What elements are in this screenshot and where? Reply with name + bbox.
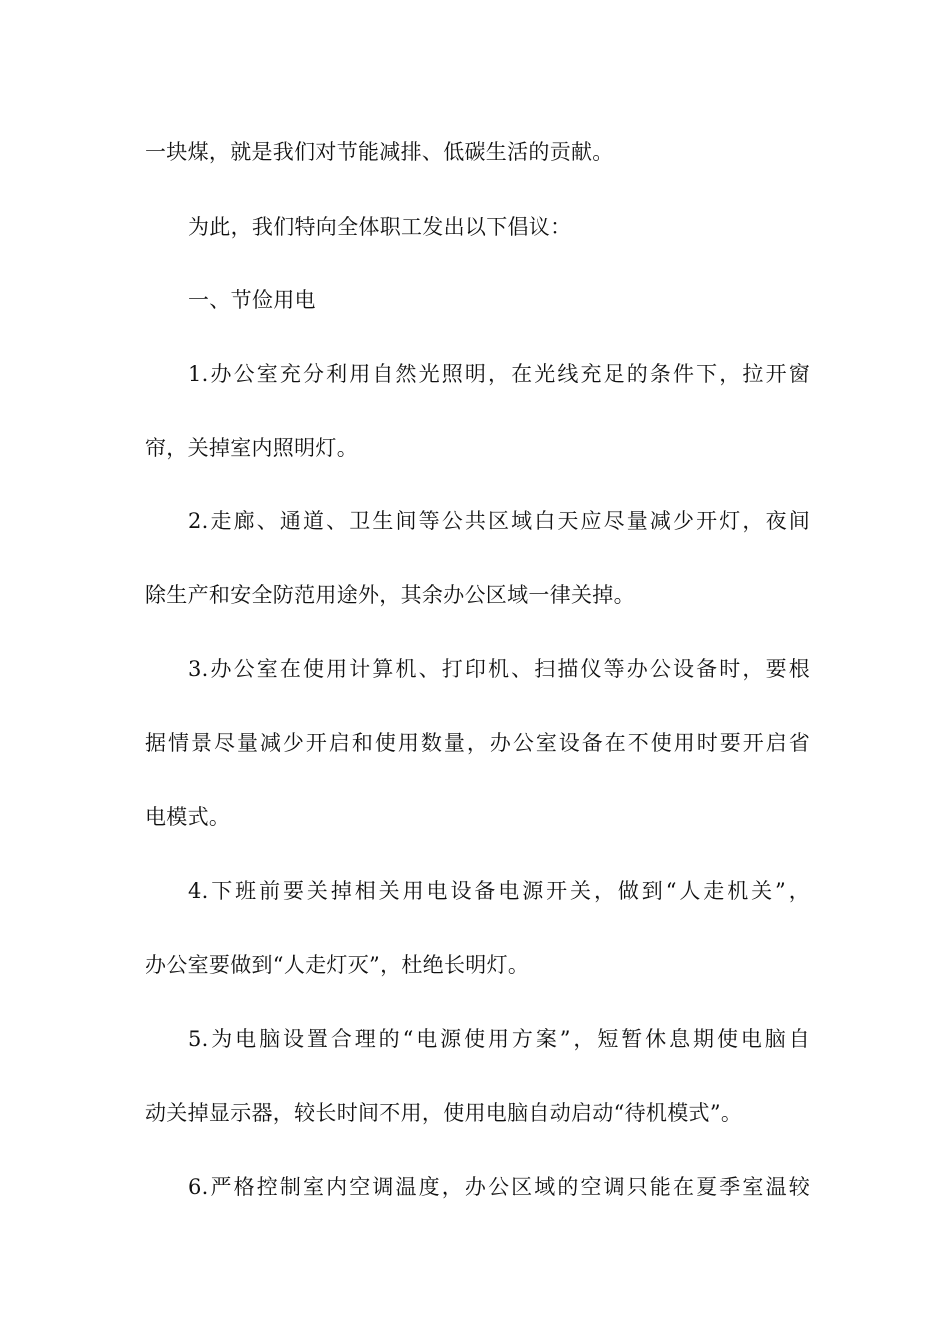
text-line: 一块煤，就是我们对节能减排、低碳生活的贡献。 (145, 140, 614, 164)
text-line: 4.下班前要关掉相关用电设备电源开关，做到“人走机关”， (188, 879, 810, 903)
text-line: 电模式。 (145, 805, 231, 829)
section-heading: 一、节俭用电 (188, 288, 316, 312)
text-line: 1.办公室充分利用自然光照明，在光线充足的条件下，拉开窗 (188, 362, 810, 386)
text-line: 2.走廊、通道、卫生间等公共区域白天应尽量减少开灯，夜间 (188, 509, 810, 533)
text-line: 为此，我们特向全体职工发出以下倡议： (188, 215, 572, 239)
text-line: 6.严格控制室内空调温度，办公区域的空调只能在夏季室温较 (188, 1175, 810, 1199)
text-line: 动关掉显示器，较长时间不用，使用电脑自动启动“待机模式”。 (145, 1101, 743, 1125)
text-line: 办公室要做到“人走灯灭”，杜绝长明灯。 (145, 953, 530, 977)
text-line: 3.办公室在使用计算机、打印机、扫描仪等办公设备时，要根 (188, 657, 810, 681)
text-line: 据情景尽量减少开启和使用数量，办公室设备在不使用时要开启省 (145, 731, 810, 755)
text-line: 除生产和安全防范用途外，其余办公区域一律关掉。 (145, 583, 635, 607)
text-line: 帘，关掉室内照明灯。 (145, 436, 358, 460)
text-line: 5.为电脑设置合理的“电源使用方案”，短暂休息期使电脑自 (188, 1027, 810, 1051)
